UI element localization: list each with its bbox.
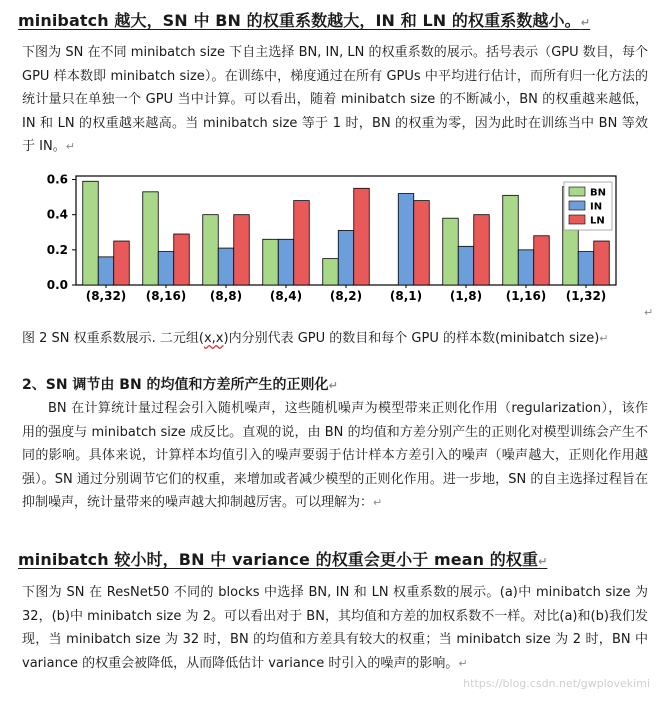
bar-in [218, 248, 234, 285]
x-tick-label: (8,2) [329, 289, 363, 303]
paragraph-resnet-blocks [22, 581, 648, 675]
legend-label: LN [590, 215, 605, 227]
caption-text: 图 2 SN 权重系数展示. 二元组( [22, 331, 204, 346]
section-heading-regularization [22, 374, 338, 394]
bar-bn [263, 239, 279, 285]
sn-weight-bar-chart [38, 171, 638, 306]
heading-text: minibatch 越大，SN 中 BN 的权重系数越大，IN 和 LN 的权重系数越小。 [18, 11, 581, 30]
bar-in [158, 252, 174, 285]
x-tick-label: (8,32) [85, 289, 127, 303]
section-heading-minibatch-large [18, 8, 590, 31]
bar-in [338, 231, 354, 286]
bar-in [518, 250, 534, 285]
bar-in [398, 194, 414, 285]
paragraph-text: BN 在计算统计量过程会引入随机噪声，这些随机噪声为模型带来正则化作用（regularization），该作用的强度与 minibatch size 成反比。直观的说，由 BN 的均值和方差分别产生的正则化对模型训练会产生不同的影响。具体来说，计算样本均值引入的噪声要弱于估计样本方差引入的噪声（噪声越大，正则化作用越强）。SN 通过分别调节它们的权重，来增加或者减少模型的正则化作用。进一步地，SN 的自主选择过程旨在抑制噪声，统计量带来的噪声越大抑制越厉害。可以理解为： [22, 401, 648, 510]
bar-ln [174, 234, 190, 285]
x-tick-label: (1,8) [449, 289, 483, 303]
y-tick-label: 0.6 [46, 172, 68, 187]
bar-bn [443, 218, 459, 285]
paragraph-mark-icon: ↵ [580, 16, 591, 29]
bar-in [98, 257, 114, 285]
bar-bn [203, 215, 219, 285]
bar-ln [534, 236, 550, 285]
heading-text: minibatch 较小时，BN 中 variance 的权重会更小于 mean 的权重 [18, 550, 539, 569]
bar-ln [414, 201, 430, 285]
x-tick-label: (1,16) [505, 289, 547, 303]
paragraph-text: 下图为 SN 在 ResNet50 不同的 blocks 中选择 BN, IN 和 LN 权重系数的展示。(a)中 minibatch size 为 32，(b)中 minibatch size 为 2。可以看出对于 BN，其均值和方差的加权系数不一样。对比(a)和(b)我们发现，当 minibatch size 为 32 时，BN 的均值和方差具有较大的权重；当 minibatch size 为 2 时，BN 中 variance 的权重会被降低，从而降低估计 variance 时引入的噪声的影响。 [22, 585, 648, 671]
bar-ln [294, 201, 310, 285]
paragraph-mark-icon: ↵ [599, 332, 609, 345]
bar-bn [83, 181, 99, 285]
paragraph-mark-icon: ↵ [65, 140, 75, 153]
bar-bn [143, 192, 159, 285]
legend-swatch [569, 201, 585, 210]
legend-swatch [569, 187, 585, 196]
y-tick-label: 0.4 [46, 207, 68, 222]
heading-text: 2、SN 调节由 BN 的均值和方差所产生的正则化 [22, 377, 329, 393]
bar-bn [503, 195, 519, 285]
y-tick-label: 0.0 [46, 278, 68, 292]
legend-label: IN [590, 201, 603, 213]
legend-label: BN [590, 187, 606, 199]
bar-bn [323, 259, 339, 285]
paragraph-text: 下图为 SN 在不同 minibatch size 下自主选择 BN, IN, LN 的权重系数的展示。括号表示（GPU 数目，每个 GPU 样本数即 minibatch size）。在训练中，梯度通过在所有 GPUs 中平均进行估计，而所有归一化方法的统计量只在单独一个 GPU 当中计算。可以看出，随着 minibatch size 的不断减小，BN 的权重越来越低，IN 和 LN 的权重越来越高。当 minibatch size 等于 1 时，BN 的权重为零，因为此时在训练当中 BN 等效于 IN。 [22, 45, 648, 154]
y-tick-label: 0.2 [46, 242, 68, 257]
bar-ln [234, 215, 250, 285]
paragraph-minibatch-description [22, 41, 648, 159]
bar-in [278, 239, 294, 285]
bar-ln [354, 188, 370, 285]
paragraph-mark-icon: ↵ [328, 379, 338, 392]
bar-in [578, 252, 594, 285]
section-heading-minibatch-small [18, 547, 547, 570]
x-tick-label: (1,32) [565, 289, 607, 303]
x-tick-label: (8,8) [209, 289, 243, 303]
x-tick-label: (8,4) [269, 289, 303, 303]
paragraph-mark-icon: ↵ [373, 496, 383, 509]
bar-ln [114, 241, 130, 285]
paragraph-regularization [22, 397, 648, 515]
legend-swatch [569, 215, 585, 224]
x-tick-label: (8,16) [145, 289, 187, 303]
x-tick-label: (8,1) [389, 289, 423, 303]
paragraph-mark-icon: ↵ [458, 656, 468, 670]
caption-tuple-text: x,x [203, 331, 224, 346]
paragraph-mark-icon: ↵ [538, 555, 548, 568]
figure-caption [22, 327, 646, 351]
paragraph-mark-icon: ↵ [644, 306, 654, 319]
bar-ln [474, 215, 490, 285]
bar-ln [594, 241, 610, 285]
bar-in [458, 246, 474, 285]
watermark-url: https://blog.csdn.net/gwplovekimi [463, 677, 650, 690]
caption-text-end: )内分别代表 GPU 的数目和每个 GPU 的样本数(minibatch size) [223, 331, 600, 346]
